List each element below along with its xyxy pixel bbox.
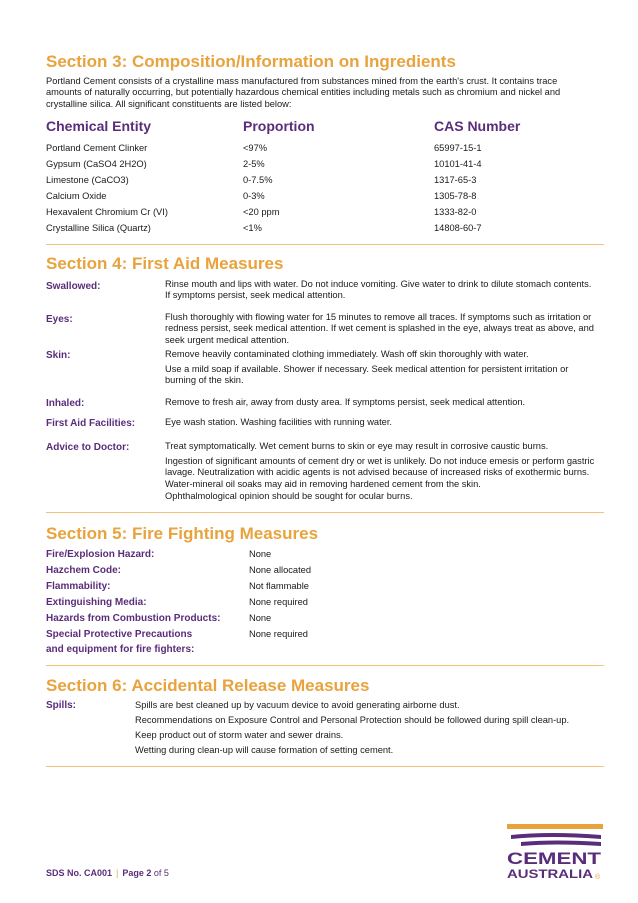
page-number: Page 2 (122, 868, 152, 878)
first-aid-facilities-text: Eye wash station. Washing facilities with running water. (165, 417, 393, 427)
cas-cell: 14808-60-7 (434, 223, 482, 233)
extinguishing-media-value: None required (249, 597, 308, 607)
footer-separator: | (116, 868, 119, 878)
proportion-cell: <97% (243, 143, 268, 153)
entity-cell: Calcium Oxide (46, 191, 107, 201)
entity-cell: Hexavalent Chromium Cr (VI) (46, 207, 168, 217)
skin-text-2: Use a mild soap if available. Shower if necessary. Seek medical attention for persistent irritation or burning of the skin. (165, 364, 569, 386)
cas-cell: 65997-15-1 (434, 143, 482, 153)
entity-cell: Crystalline Silica (Quartz) (46, 223, 151, 233)
advice-to-doctor-text-3: Ophthalmological opinion should be sought for ocular burns. (165, 491, 413, 501)
cas-cell: 1333-82-0 (434, 207, 477, 217)
proportion-cell: <20 ppm (243, 207, 280, 217)
skin-label: Skin: (46, 350, 71, 361)
eyes-label: Eyes: (46, 314, 73, 325)
section-3-intro: Portland Cement consists of a crystalline mass manufactured from substances mined from the earth's crust. It contains trace amounts of naturally occurring, but potentially hazardous chemical entities including metals such as chromium and nickel and crystalline silica. All significant constituents are listed below: (46, 76, 561, 109)
proportion-cell: <1% (243, 223, 262, 233)
logo-purple-swoosh-1 (511, 833, 601, 839)
spills-line-1: Spills are best cleaned up by vacuum device to avoid generating airborne dust. (135, 700, 460, 710)
first-aid-facilities-label: First Aid Facilities: (46, 418, 136, 429)
cas-cell: 1317-65-3 (434, 175, 477, 185)
swallowed-text: Rinse mouth and lips with water. Do not induce vomiting. Give water to drink to dilute stomach contents. If symptoms persist, seek medical attention. (165, 279, 592, 301)
section-divider (46, 244, 604, 245)
section-5-title: Section 5: Fire Fighting Measures (46, 524, 319, 543)
page-footer (46, 868, 169, 878)
section-4-title: Section 4: First Aid Measures (46, 254, 284, 273)
protective-precautions-label: Special Protective Precautions (46, 629, 193, 640)
col-header-proportion: Proportion (243, 118, 315, 134)
spills-line-4: Wetting during clean-up will cause formation of setting cement. (135, 745, 394, 755)
page-total: of 5 (153, 868, 169, 878)
cas-cell: 1305-78-8 (434, 191, 477, 201)
fire-explosion-value: None (249, 549, 272, 559)
hazchem-label: Hazchem Code: (46, 565, 122, 576)
logo-text-australia: AUSTRALIA (507, 867, 594, 881)
spills-line-2: Recommendations on Exposure Control and Personal Protection should be followed during spill clean-up. (135, 715, 570, 725)
spills-label: Spills: (46, 700, 77, 711)
section-divider (46, 766, 604, 767)
swallowed-label: Swallowed: (46, 281, 101, 292)
advice-to-doctor-text-1: Treat symptomatically. Wet cement burns to skin or eye may result in corrosive caustic burns. (165, 441, 549, 451)
entity-cell: Portland Cement Clinker (46, 143, 148, 153)
cas-cell: 10101-41-4 (434, 159, 482, 169)
section-divider (46, 665, 604, 666)
flammability-label: Flammability: (46, 581, 111, 592)
hazchem-value: None allocated (249, 565, 312, 575)
proportion-cell: 2-5% (243, 159, 265, 169)
extinguishing-media-label: Extinguishing Media: (46, 597, 147, 608)
advice-to-doctor-text-2: Ingestion of significant amounts of cement dry or wet is unlikely. Do not induce emesis or perform gastric lavage. Neutralization with acidic agents is not advised because of increased risks of exothermic burns. Water-mineral oil soaks may aid in removing hardened cement from the skin. (165, 456, 595, 489)
sds-number: SDS No. CA001 (46, 868, 113, 878)
flammability-value: Not flammable (249, 581, 309, 591)
protective-precautions-value: None required (249, 629, 308, 639)
section-divider (46, 512, 604, 513)
protective-precautions-label-2: and equipment for fire fighters: (46, 644, 195, 655)
section-6-title: Section 6: Accidental Release Measures (46, 676, 370, 695)
combustion-hazards-value: None (249, 613, 272, 623)
eyes-text: Flush thoroughly with flowing water for 15 minutes to remove all traces. If symptoms such as irritation or redness persist, seek medical attention. If wet cement is splashed in the eye, always treat as above, and seek urgent medical attention. (165, 312, 594, 345)
inhaled-label: Inhaled: (46, 398, 85, 409)
advice-to-doctor-label: Advice to Doctor: (46, 442, 130, 453)
entity-cell: Gypsum (CaSO4 2H2O) (46, 159, 147, 169)
section-3-title: Section 3: Composition/Information on Ingredients (46, 52, 456, 71)
entity-cell: Limestone (CaCO3) (46, 175, 129, 185)
logo-orange-stripe (507, 824, 603, 829)
skin-text-1: Remove heavily contaminated clothing immediately. Wash off skin thoroughly with water. (165, 349, 529, 359)
inhaled-text: Remove to fresh air, away from dusty area. If symptoms persist, seek medical attention. (165, 397, 526, 407)
cement-australia-logo (505, 822, 605, 882)
col-header-cas: CAS Number (434, 118, 521, 134)
proportion-cell: 0-7.5% (243, 175, 273, 185)
spills-line-3: Keep product out of storm water and sewer drains. (135, 730, 344, 740)
col-header-entity: Chemical Entity (46, 118, 152, 134)
combustion-hazards-label: Hazards from Combustion Products: (46, 613, 221, 624)
fire-explosion-label: Fire/Explosion Hazard: (46, 549, 155, 560)
logo-text-cement: CEMENT (507, 849, 602, 868)
logo-registered-mark: ® (595, 874, 601, 881)
logo-purple-swoosh-2 (521, 841, 601, 847)
proportion-cell: 0-3% (243, 191, 265, 201)
